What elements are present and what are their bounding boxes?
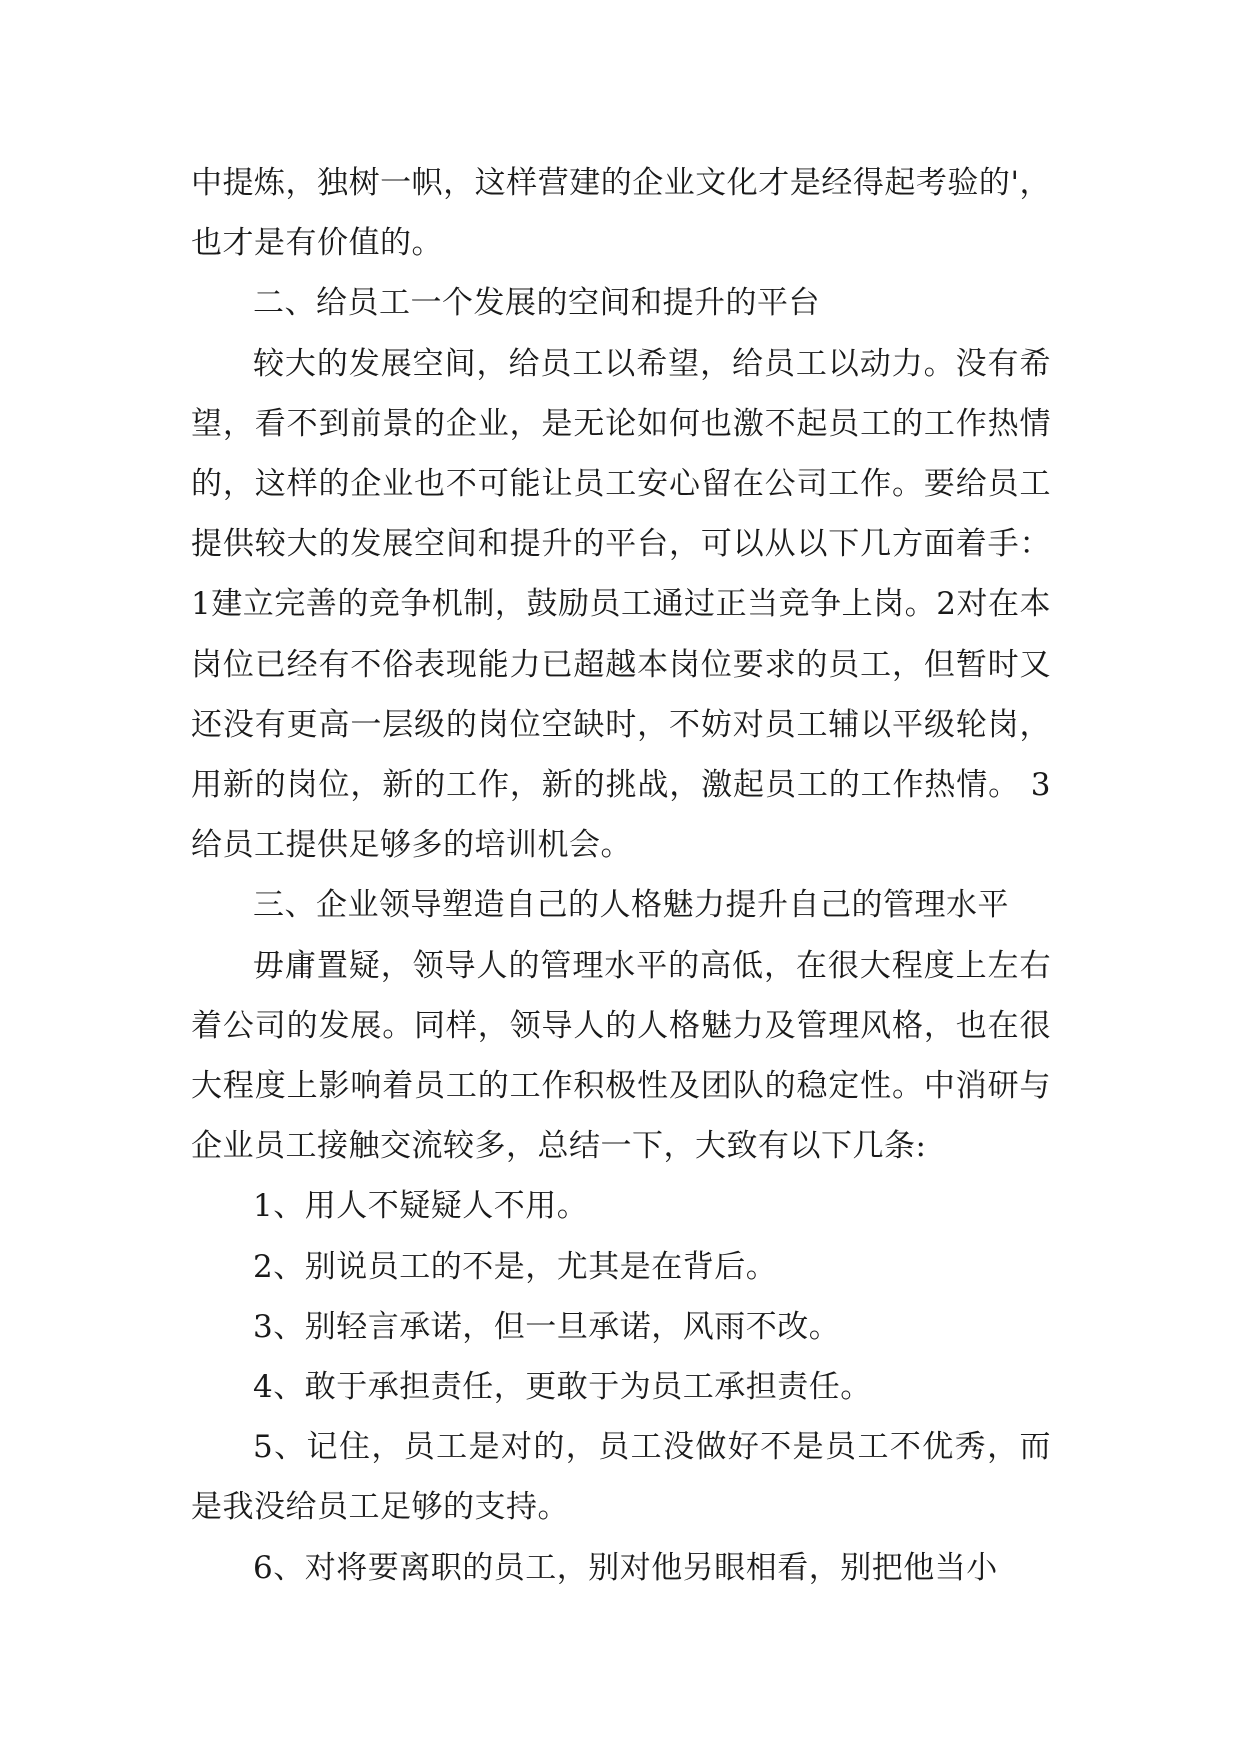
paragraph-leadership: 毋庸置疑，领导人的管理水平的高低，在很大程度上左右着公司的发展。同样，领导人的人格魅力及管理风格，也在很大程度上影响着员工的工作积极性及团队的稳定性。中消研与企业员工接触交流较多，总结一下，大致有以下几条:: [191, 947, 1051, 1165]
list-item-3: 3、别轻言承诺，但一旦承诺，风雨不改。: [253, 1308, 841, 1345]
list-item-6: 6、对将要离职的员工，别对他另眼相看，别把他当小: [253, 1549, 998, 1586]
list-item-5: 5、记住，员工是对的，员工没做好不是员工不优秀，而是我没给员工足够的支持。: [191, 1429, 1051, 1526]
document-body: [191, 153, 1051, 1598]
paragraph-continuation: 中提炼，独树一帜，这样营建的企业文化才是经得起考验的'，也才是有价值的。: [191, 165, 1051, 262]
heading-section-3: 三、企业领导塑造自己的人格魅力提升自己的管理水平: [253, 887, 1009, 924]
list-item-1: 1、用人不疑疑人不用。: [253, 1188, 589, 1225]
list-item-4: 4、敢于承担责任，更敢于为员工承担责任。: [253, 1369, 872, 1406]
paragraph-development-space: 较大的发展空间，给员工以希望，给员工以动力。没有希望，看不到前景的企业，是无论如何也激不起员工的工作热情的，这样的企业也不可能让员工安心留在公司工作。要给员工提供较大的发展空间和提升的平台，可以从以下几方面着手：1建立完善的竞争机制，鼓励员工通过正当竞争上岗。2对在本岗位已经有不俗表现能力已超越本岗位要求的员工，但暂时又还没有更高一层级的岗位空缺时，不妨对员工辅以平级轮岗，用新的岗位，新的工作，新的挑战，激起员工的工作热情。 3给员工提供足够多的培训机会。: [191, 345, 1051, 864]
heading-section-2: 二、给员工一个发展的空间和提升的平台: [253, 285, 820, 322]
list-item-2: 2、别说员工的不是，尤其是在背后。: [253, 1248, 778, 1285]
